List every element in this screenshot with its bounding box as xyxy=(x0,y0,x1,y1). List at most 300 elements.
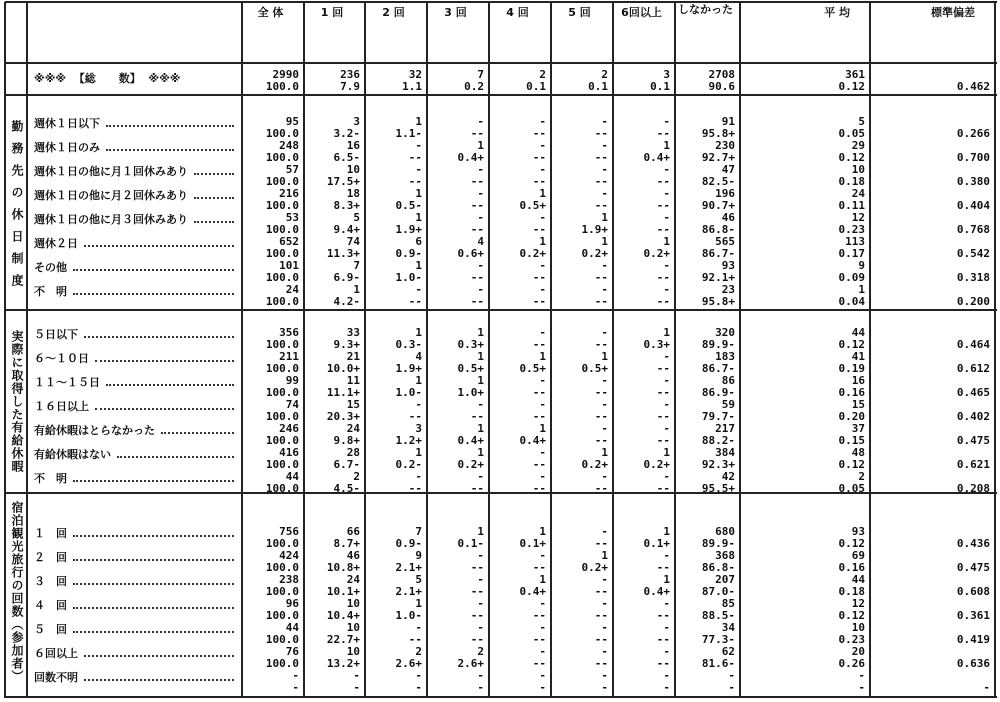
data-row-percent: 100.0 xyxy=(265,151,299,164)
data-row-std-dev: 0.612 xyxy=(956,362,990,375)
data-row-percent: 0.12 xyxy=(838,151,865,164)
data-row-count: - xyxy=(539,163,546,176)
data-row-percent: 0.26 xyxy=(838,657,865,670)
row-label xyxy=(34,623,234,637)
data-row-percent: -- xyxy=(408,295,422,308)
data-row-count: 85 xyxy=(721,597,735,610)
data-row-percent: 0.12 xyxy=(838,537,865,550)
data-row-percent: -- xyxy=(532,458,546,471)
data-row-percent: 88.5- xyxy=(701,609,735,622)
data-row-count: 16 xyxy=(851,374,865,387)
data-row-count: - xyxy=(477,211,484,224)
row-label-text: ５日以下 xyxy=(34,328,78,341)
data-row-percent: -- xyxy=(470,410,484,423)
row-label xyxy=(34,117,234,131)
data-row-percent: 100.0 xyxy=(265,609,299,622)
data-row-count: 12 xyxy=(851,211,865,224)
data-row-percent: 1.0- xyxy=(395,386,422,399)
data-row-count: 9 xyxy=(858,259,865,272)
data-row-count: - xyxy=(353,669,360,682)
total-percent: 100.0 xyxy=(265,80,299,93)
data-row-count: 5 xyxy=(858,115,865,128)
data-row-count: - xyxy=(601,139,608,152)
data-row-percent: 0.12 xyxy=(838,338,865,351)
data-row-count: - xyxy=(601,525,608,538)
data-row-percent: -- xyxy=(594,271,608,284)
data-row-count: 3 xyxy=(415,422,422,435)
data-row-percent: 0.4+ xyxy=(519,434,546,447)
data-row-percent: 0.2- xyxy=(395,458,422,471)
data-row-count: 416 xyxy=(279,446,299,459)
data-row-count: - xyxy=(477,283,484,296)
group-label: 実際に取得した有給休暇 xyxy=(10,330,24,473)
data-row-count: 1 xyxy=(858,283,865,296)
data-row-percent: 100.0 xyxy=(265,271,299,284)
data-row-count: - xyxy=(663,398,670,411)
data-row-percent: -- xyxy=(594,127,608,140)
column-header: しなかった xyxy=(678,3,733,16)
dot-leader xyxy=(73,480,234,482)
dot-leader xyxy=(73,607,234,609)
data-row-percent: -- xyxy=(470,295,484,308)
data-row-count: - xyxy=(477,115,484,128)
data-row-std-dev: 0.404 xyxy=(956,199,990,212)
data-row-count: 34 xyxy=(721,621,735,634)
data-row-count: - xyxy=(477,187,484,200)
data-row-percent: -- xyxy=(656,199,670,212)
data-row-percent: 1.2+ xyxy=(395,434,422,447)
data-row-percent: 1.0+ xyxy=(457,386,484,399)
data-row-count: 7 xyxy=(353,259,360,272)
total-count: 361 xyxy=(845,68,865,81)
data-row-std-dev: 0.621 xyxy=(956,458,990,471)
data-row-percent: 0.23 xyxy=(838,633,865,646)
data-row-percent: -- xyxy=(594,199,608,212)
data-row-percent: -- xyxy=(470,633,484,646)
data-row-count: 1 xyxy=(415,597,422,610)
column-header: 4 回 xyxy=(506,6,529,19)
data-row-percent: 10.8+ xyxy=(326,561,360,574)
data-row-count: - xyxy=(477,398,484,411)
data-row-percent: -- xyxy=(408,410,422,423)
data-row-percent: 1.1- xyxy=(395,127,422,140)
data-row-count: 28 xyxy=(346,446,360,459)
column-header: 3 回 xyxy=(444,6,467,19)
data-row-std-dev: 0.700 xyxy=(956,151,990,164)
data-row-percent: 0.3+ xyxy=(643,338,670,351)
row-label xyxy=(34,261,234,275)
data-row-count: 11 xyxy=(346,374,360,387)
row-label-text: ６回以上 xyxy=(34,647,78,660)
data-row-percent: -- xyxy=(656,362,670,375)
data-row-percent: 89.9- xyxy=(701,338,735,351)
data-row-count: 48 xyxy=(851,446,865,459)
data-row-count: - xyxy=(477,669,484,682)
data-row-percent: 11.3+ xyxy=(326,247,360,260)
row-label xyxy=(34,285,234,299)
data-row-count: - xyxy=(663,259,670,272)
data-row-count: 47 xyxy=(721,163,735,176)
data-row-percent: 20.3+ xyxy=(326,410,360,423)
group-label: 宿泊観光旅行の回数（参加者） xyxy=(10,501,24,683)
row-label xyxy=(34,328,234,342)
data-row-count: 320 xyxy=(715,326,735,339)
data-row-count: 196 xyxy=(715,187,735,200)
data-row-percent: 100.0 xyxy=(265,247,299,260)
data-row-count: - xyxy=(601,115,608,128)
data-row-percent: 81.6- xyxy=(701,657,735,670)
data-row-percent: -- xyxy=(408,633,422,646)
data-row-percent: -- xyxy=(532,338,546,351)
dot-leader xyxy=(73,535,234,537)
data-row-std-dev: 0.542 xyxy=(956,247,990,260)
data-row-count: 33 xyxy=(346,326,360,339)
data-row-percent: 10.0+ xyxy=(326,362,360,375)
data-row-percent: 86.7- xyxy=(701,362,735,375)
data-row-count: 4 xyxy=(477,235,484,248)
dot-leader xyxy=(95,408,234,410)
data-row-percent: 17.5+ xyxy=(326,175,360,188)
data-row-percent: 13.2+ xyxy=(326,657,360,670)
data-row-count: - xyxy=(601,645,608,658)
data-row-percent: -- xyxy=(470,609,484,622)
data-row-percent: 1.9+ xyxy=(395,223,422,236)
data-row-count: 86 xyxy=(721,374,735,387)
data-row-std-dev: 0.419 xyxy=(956,633,990,646)
data-row-count: 18 xyxy=(346,187,360,200)
data-row-percent: 0.15 xyxy=(838,434,865,447)
data-row-percent: - xyxy=(728,681,735,694)
total-count: 236 xyxy=(340,68,360,81)
data-row-percent: -- xyxy=(656,434,670,447)
data-row-percent: -- xyxy=(532,657,546,670)
row-label xyxy=(34,424,234,438)
data-row-count: 1 xyxy=(415,326,422,339)
data-row-count: 44 xyxy=(851,573,865,586)
total-count: 7 xyxy=(477,68,484,81)
data-row-std-dev: 0.200 xyxy=(956,295,990,308)
data-row-percent: 1.0- xyxy=(395,609,422,622)
data-row-count: 24 xyxy=(285,283,299,296)
data-row-percent: 4.5- xyxy=(333,482,360,495)
data-row-percent: 0.2+ xyxy=(581,247,608,260)
dot-leader xyxy=(73,631,234,633)
row-label-text: ６～１０日 xyxy=(34,352,89,365)
data-row-count: 680 xyxy=(715,525,735,538)
data-row-percent: 0.18 xyxy=(838,175,865,188)
data-row-count: 15 xyxy=(851,398,865,411)
data-row-percent: -- xyxy=(656,633,670,646)
data-row-count: - xyxy=(663,283,670,296)
total-count: 2 xyxy=(539,68,546,81)
data-row-percent: -- xyxy=(532,127,546,140)
data-row-count: 217 xyxy=(715,422,735,435)
data-row-count: 101 xyxy=(279,259,299,272)
data-row-count: - xyxy=(477,621,484,634)
data-row-count: 384 xyxy=(715,446,735,459)
row-label-text: 週休１日以下 xyxy=(34,117,100,130)
data-row-count: 1 xyxy=(415,374,422,387)
data-row-count: - xyxy=(601,470,608,483)
row-label xyxy=(34,376,234,390)
row-label xyxy=(34,551,234,565)
data-row-percent: 0.1- xyxy=(457,537,484,550)
data-row-percent: 0.3+ xyxy=(457,338,484,351)
data-row-percent: 0.2+ xyxy=(519,247,546,260)
data-row-percent: 0.12 xyxy=(838,609,865,622)
data-row-count: - xyxy=(663,211,670,224)
data-row-std-dev: 0.402 xyxy=(956,410,990,423)
data-row-percent: -- xyxy=(656,482,670,495)
data-row-percent: -- xyxy=(594,657,608,670)
data-row-percent: 8.7+ xyxy=(333,537,360,550)
data-row-percent: 100.0 xyxy=(265,199,299,212)
row-label xyxy=(34,237,234,251)
row-label-text: ３ 回 xyxy=(34,575,67,588)
data-row-percent: - xyxy=(663,681,670,694)
data-row-count: 1 xyxy=(539,235,546,248)
data-row-count: 10 xyxy=(851,163,865,176)
row-label xyxy=(34,647,234,661)
data-row-count: 1 xyxy=(663,139,670,152)
data-row-count: 2 xyxy=(415,645,422,658)
data-row-count: 74 xyxy=(346,235,360,248)
data-row-count: 1 xyxy=(663,446,670,459)
data-row-percent: -- xyxy=(656,295,670,308)
data-row-percent: 1.9+ xyxy=(581,223,608,236)
data-row-count: - xyxy=(601,398,608,411)
data-row-count: 10 xyxy=(346,645,360,658)
row-divider xyxy=(5,1,997,3)
data-row-count: - xyxy=(539,398,546,411)
data-row-std-dev: 0.768 xyxy=(956,223,990,236)
data-row-count: 424 xyxy=(279,549,299,562)
data-row-percent: 100.0 xyxy=(265,657,299,670)
data-row-percent: 0.5+ xyxy=(519,199,546,212)
data-row-percent: 0.4+ xyxy=(643,151,670,164)
data-row-percent: 0.2+ xyxy=(581,561,608,574)
data-row-std-dev: 0.436 xyxy=(956,537,990,550)
data-row-percent: 95.5+ xyxy=(701,482,735,495)
data-row-percent: 95.8+ xyxy=(701,127,735,140)
data-row-count: 6 xyxy=(415,235,422,248)
row-label-text: 週休１日の他に月３回休みあり xyxy=(34,213,188,226)
total-count: 2708 xyxy=(708,68,735,81)
data-row-std-dev: - xyxy=(983,681,990,694)
data-row-count: 93 xyxy=(851,525,865,538)
data-row-percent: - xyxy=(858,681,865,694)
data-row-count: - xyxy=(415,163,422,176)
data-row-percent: 0.2+ xyxy=(643,458,670,471)
data-row-count: - xyxy=(415,669,422,682)
data-row-count: 37 xyxy=(851,422,865,435)
data-row-count: 74 xyxy=(285,398,299,411)
data-row-percent: -- xyxy=(594,609,608,622)
data-row-percent: 0.1+ xyxy=(519,537,546,550)
data-row-count: - xyxy=(663,669,670,682)
row-label xyxy=(34,400,234,414)
row-label xyxy=(34,213,234,227)
data-row-count: - xyxy=(601,326,608,339)
data-row-count: 1 xyxy=(477,422,484,435)
data-row-percent: -- xyxy=(594,338,608,351)
data-row-percent: 77.3- xyxy=(701,633,735,646)
data-row-percent: 0.2+ xyxy=(643,247,670,260)
data-row-count: - xyxy=(601,422,608,435)
data-row-percent: 4.2- xyxy=(333,295,360,308)
data-row-percent: 0.11 xyxy=(838,199,865,212)
dot-leader xyxy=(106,125,234,127)
data-row-percent: -- xyxy=(594,175,608,188)
data-row-percent: -- xyxy=(532,295,546,308)
data-row-count: - xyxy=(539,470,546,483)
data-row-count: 1 xyxy=(415,211,422,224)
data-row-percent: 0.16 xyxy=(838,386,865,399)
data-row-percent: -- xyxy=(656,271,670,284)
data-row-percent: 0.23 xyxy=(838,223,865,236)
data-row-percent: 3.2- xyxy=(333,127,360,140)
data-row-percent: 92.7+ xyxy=(701,151,735,164)
data-row-count: - xyxy=(415,470,422,483)
total-percent: 0.1 xyxy=(650,80,670,93)
data-row-count: - xyxy=(858,669,865,682)
data-row-percent: 0.4+ xyxy=(643,585,670,598)
data-row-count: - xyxy=(663,549,670,562)
data-row-count: 183 xyxy=(715,350,735,363)
data-row-count: 20 xyxy=(851,645,865,658)
data-row-count: - xyxy=(539,326,546,339)
row-label-text: 不 明 xyxy=(34,285,67,298)
data-row-percent: 0.20 xyxy=(838,410,865,423)
data-row-count: 1 xyxy=(601,446,608,459)
data-row-count: - xyxy=(477,163,484,176)
data-row-percent: -- xyxy=(656,410,670,423)
total-percent: 1.1 xyxy=(402,80,422,93)
data-row-count: 29 xyxy=(851,139,865,152)
column-divider xyxy=(26,2,28,698)
data-row-count: - xyxy=(601,597,608,610)
data-row-count: - xyxy=(539,374,546,387)
data-row-count: - xyxy=(663,470,670,483)
data-row-percent: 1.9+ xyxy=(395,362,422,375)
data-row-count: 5 xyxy=(415,573,422,586)
data-row-percent: -- xyxy=(656,657,670,670)
data-row-count: 565 xyxy=(715,235,735,248)
data-row-count: 246 xyxy=(279,422,299,435)
row-label xyxy=(34,671,234,685)
data-row-percent: 0.9- xyxy=(395,247,422,260)
data-row-count: - xyxy=(415,139,422,152)
data-row-percent: 2.1+ xyxy=(395,585,422,598)
data-row-std-dev: 0.608 xyxy=(956,585,990,598)
data-row-percent: -- xyxy=(656,561,670,574)
row-label xyxy=(34,448,234,462)
data-row-percent: 95.8+ xyxy=(701,295,735,308)
data-row-percent: - xyxy=(601,681,608,694)
row-label xyxy=(34,165,234,179)
dot-leader xyxy=(84,679,234,681)
data-row-count: 69 xyxy=(851,549,865,562)
data-row-percent: 0.6+ xyxy=(457,247,484,260)
data-row-count: - xyxy=(539,139,546,152)
data-row-percent: -- xyxy=(656,223,670,236)
data-row-count: 2 xyxy=(353,470,360,483)
data-row-percent: 86.9- xyxy=(701,386,735,399)
row-label-text: 週休１日のみ xyxy=(34,141,100,154)
data-row-percent: 92.3+ xyxy=(701,458,735,471)
column-header: 平 均 xyxy=(824,6,850,19)
data-row-count: 238 xyxy=(279,573,299,586)
data-row-percent: 0.12 xyxy=(838,458,865,471)
data-row-count: 96 xyxy=(285,597,299,610)
data-row-count: - xyxy=(477,470,484,483)
dot-leader xyxy=(95,360,234,362)
total-std-dev: 0.462 xyxy=(956,80,990,93)
data-row-count: - xyxy=(663,350,670,363)
data-row-percent: 10.1+ xyxy=(326,585,360,598)
data-row-count: 3 xyxy=(353,115,360,128)
data-row-count: 46 xyxy=(346,549,360,562)
data-row-percent: -- xyxy=(470,585,484,598)
data-row-percent: 86.8- xyxy=(701,223,735,236)
data-row-count: 1 xyxy=(415,259,422,272)
data-row-std-dev: 0.208 xyxy=(956,482,990,495)
total-percent: 0.1 xyxy=(588,80,608,93)
data-row-percent: 0.5- xyxy=(395,199,422,212)
data-row-percent: -- xyxy=(594,386,608,399)
data-row-count: 10 xyxy=(346,597,360,610)
data-row-percent: -- xyxy=(656,175,670,188)
data-row-percent: 0.16 xyxy=(838,561,865,574)
data-row-count: 1 xyxy=(539,573,546,586)
data-row-count: 9 xyxy=(415,549,422,562)
dot-leader xyxy=(73,583,234,585)
data-row-percent: 9.3+ xyxy=(333,338,360,351)
data-row-count: 15 xyxy=(346,398,360,411)
dot-leader xyxy=(117,456,234,458)
data-row-count: 1 xyxy=(539,422,546,435)
data-row-count: 1 xyxy=(663,573,670,586)
data-row-percent: -- xyxy=(532,151,546,164)
data-row-percent: 10.4+ xyxy=(326,609,360,622)
data-row-count: - xyxy=(728,669,735,682)
data-row-count: 23 xyxy=(721,283,735,296)
data-row-count: 24 xyxy=(851,187,865,200)
data-row-count: 211 xyxy=(279,350,299,363)
data-row-count: 1 xyxy=(477,446,484,459)
group-label: 勤務先の休日制度 xyxy=(10,120,24,296)
data-row-percent: 2.1+ xyxy=(395,561,422,574)
data-row-count: - xyxy=(601,259,608,272)
data-row-count: 44 xyxy=(851,326,865,339)
total-percent: 7.9 xyxy=(340,80,360,93)
column-header: 全 体 xyxy=(257,6,284,19)
data-row-count: 99 xyxy=(285,374,299,387)
data-row-percent: 0.1+ xyxy=(643,537,670,550)
row-label-text: １ 回 xyxy=(34,527,67,540)
data-row-count: - xyxy=(415,283,422,296)
dot-leader xyxy=(161,432,234,434)
data-row-percent: -- xyxy=(470,271,484,284)
data-row-count: 44 xyxy=(285,621,299,634)
data-row-count: - xyxy=(539,669,546,682)
data-row-percent: -- xyxy=(408,482,422,495)
data-row-percent: 100.0 xyxy=(265,633,299,646)
data-row-percent: 100.0 xyxy=(265,410,299,423)
data-row-percent: 100.0 xyxy=(265,585,299,598)
data-row-percent: -- xyxy=(656,386,670,399)
data-row-count: - xyxy=(539,645,546,658)
